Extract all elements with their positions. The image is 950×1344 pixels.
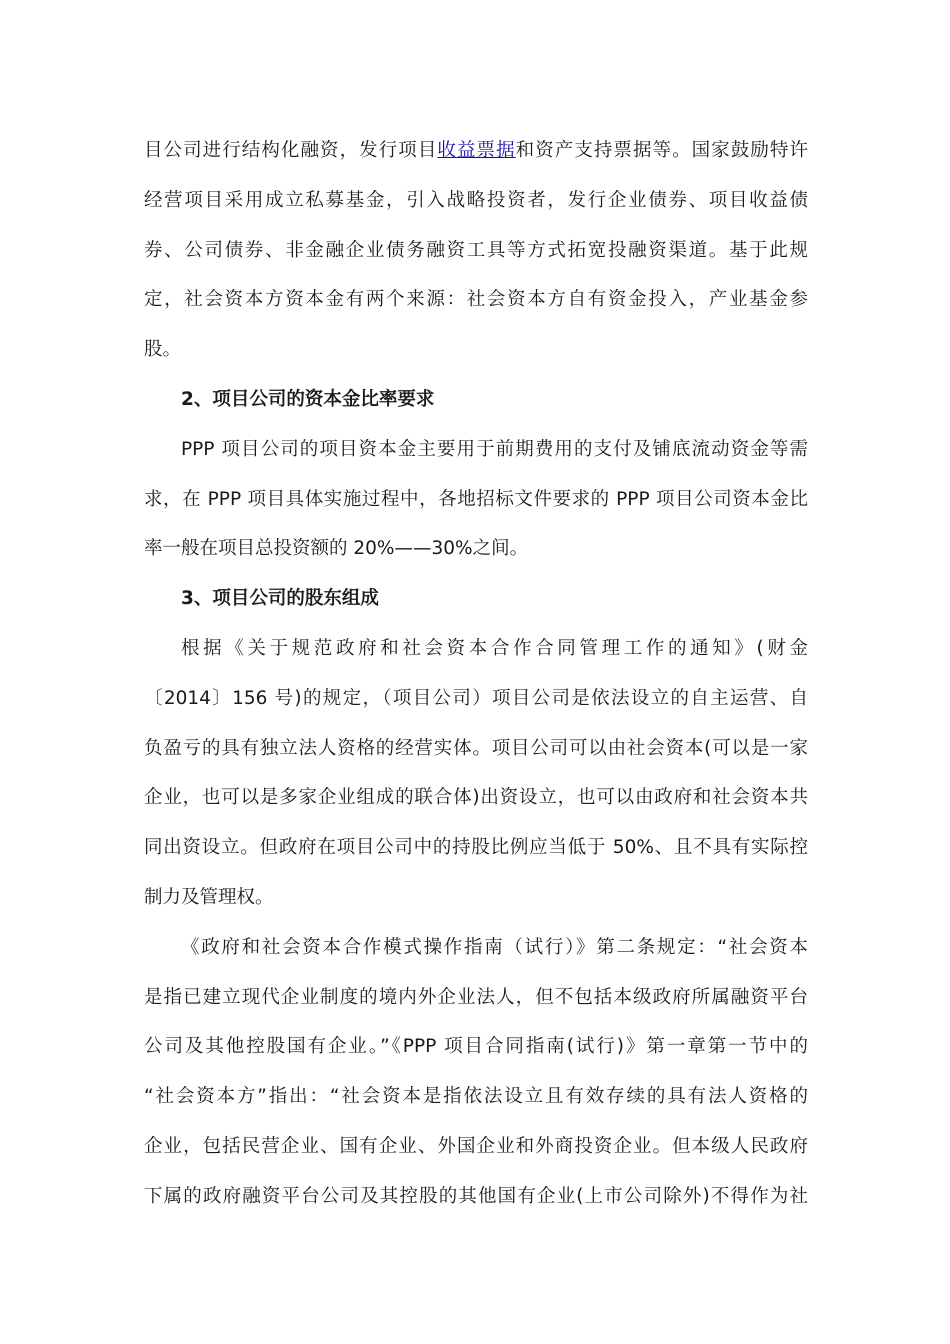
text-line: 制力及管理权。 — [144, 886, 274, 908]
text-line: 〔2014〕156 号)的规定，（项目公司）项目公司是依法设立的自主运营、自 — [144, 687, 808, 709]
revenue-notes-link[interactable]: 收益票据 — [437, 140, 516, 161]
section-heading-capital-ratio: 2、项目公司的资本金比率要求 — [181, 388, 435, 410]
text-line: 经营项目采用成立私募基金，引入战略投资者，发行企业债券、项目收益债 — [144, 189, 808, 211]
text-line: 同出资设立。但政府在项目公司中的持股比例应当低于 50%、且不具有实际控 — [144, 837, 808, 859]
text-segment: 和资产支持票据等。国家鼓励特许 — [515, 140, 808, 161]
text-line — [144, 126, 808, 176]
paragraph-capital-ratio — [144, 425, 808, 574]
section-heading-shareholders: 3、项目公司的股东组成 — [181, 588, 379, 610]
text-line: 股。 — [144, 339, 182, 361]
paragraph-social-capital-definition — [144, 923, 808, 1222]
text-line: PPP 项目公司的项目资本金主要用于前期费用的支付及铺底流动资金等需 — [181, 438, 808, 460]
paragraph-financing-channels — [144, 126, 808, 375]
text-line: 是指已建立现代企业制度的境内外企业法人，但不包括本级政府所属融资平台 — [144, 986, 808, 1008]
text-line: 下属的政府融资平台公司及其控股的其他国有企业(上市公司除外)不得作为社 — [144, 1185, 808, 1207]
text-line: “社会资本方”指出：“社会资本是指依法设立且有效存续的具有法人资格的 — [144, 1086, 808, 1108]
text-line: 券、公司债券、非金融企业债务融资工具等方式拓宽投融资渠道。基于此规 — [144, 239, 808, 261]
text-line: 率一般在项目总投资额的 20%——30%之间。 — [144, 538, 529, 560]
text-line: 《政府和社会资本合作模式操作指南（试行）》第二条规定：“社会资本 — [181, 936, 808, 958]
text-line: 企业，也可以是多家企业组成的联合体)出资设立，也可以由政府和社会资本共 — [144, 787, 808, 809]
text-line: 定，社会资本方资本金有两个来源：社会资本方自有资金投入，产业基金参 — [144, 289, 808, 311]
text-segment: 目公司进行结构化融资，发行项目 — [144, 140, 438, 161]
text-line: 求，在 PPP 项目具体实施过程中，各地招标文件要求的 PPP 项目公司资本金比 — [144, 488, 808, 510]
text-line: 企业，包括民营企业、国有企业、外国企业和外商投资企业。但本级人民政府 — [144, 1135, 808, 1157]
text-line: 公司及其他控股国有企业。”《PPP 项目合同指南(试行)》第一章第一节中的 — [144, 1036, 808, 1058]
text-line: 负盈亏的具有独立法人资格的经营实体。项目公司可以由社会资本(可以是一家 — [144, 737, 808, 759]
text-line: 根据《关于规范政府和社会资本合作合同管理工作的通知》(财金 — [181, 637, 808, 659]
paragraph-shareholders — [144, 624, 808, 923]
document-body — [144, 126, 808, 1222]
